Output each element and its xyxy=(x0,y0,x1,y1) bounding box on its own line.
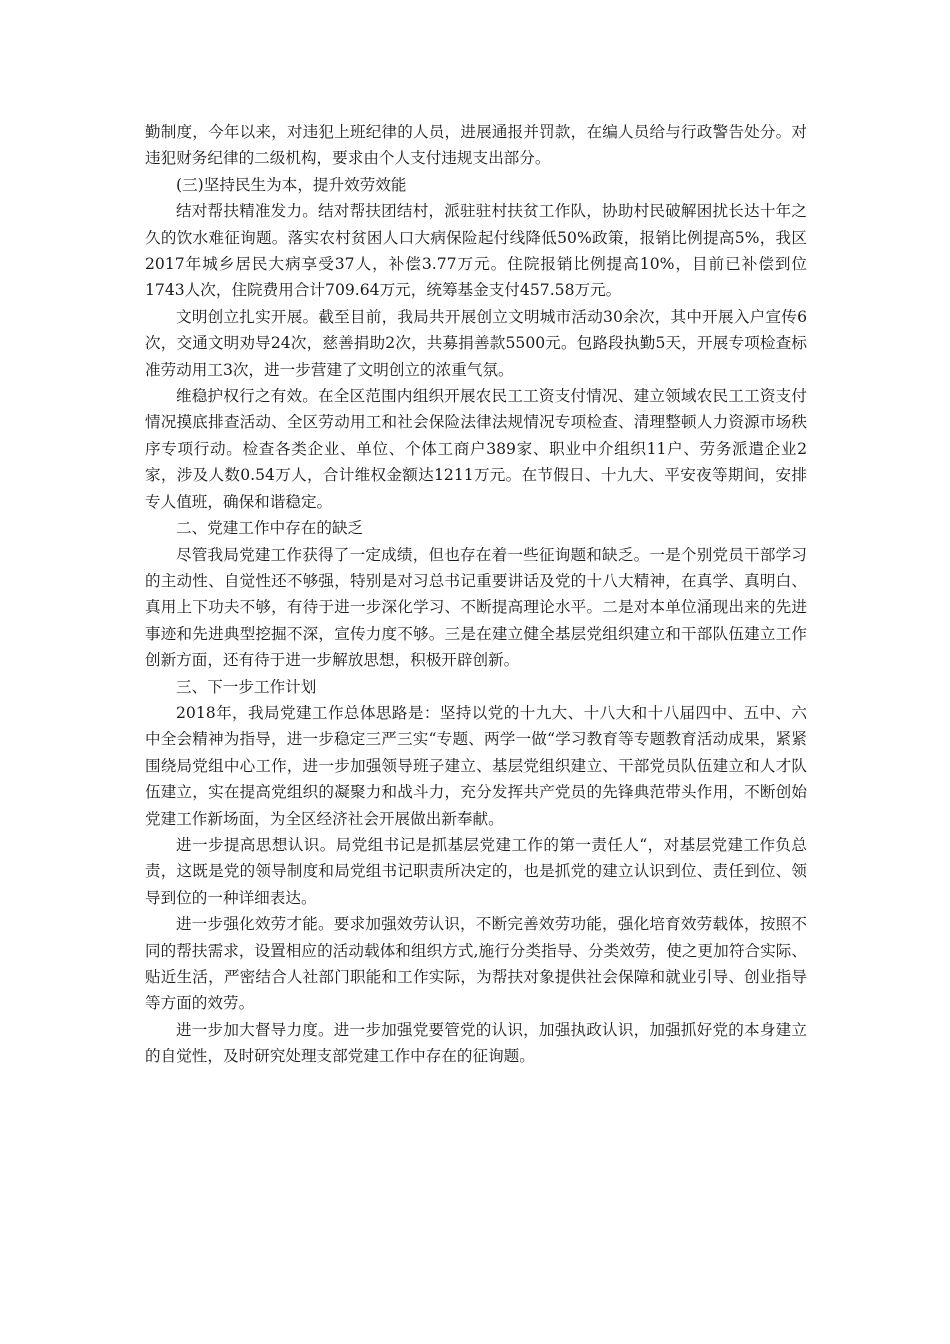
paragraph-poverty-aid: 结对帮扶精准发力。结对帮扶团结村，派驻驻村扶贫工作队，协助村民破解困扰长达十年之久的饮水难征询题。落实农村贫困人口大病保险起付线降低50%政策，报销比例提高5%，我区2017年城乡居民大病享受37人，补偿3.77万元。住院报销比例提高10%，目前已补偿到位1743人次，住院费用合计709.64万元，统筹基金支付457.58万元。 xyxy=(145,202,807,300)
paragraph-service: 进一步强化效劳才能。要求加强效劳认识，不断完善效劳功能，强化培育效劳载体，按照不同的帮扶需求，设置相应的活动载体和组织方式,施行分类指导、分类效劳，使之更加符合实际、贴近生活，严密结合人社部门职能和工作实际，为帮扶对象提供社会保障和就业引导、创业指导等方面的效劳。 xyxy=(145,915,807,1013)
paragraph-civilization: 文明创立扎实开展。截至目前，我局共开展创立文明城市活动30余次，其中开展入户宣传6次，交通文明劝导24次，慈善捐助2次，共募捐善款5500元。包路段执勤5天，开展专项检查标准劳动用工3次，进一步营建了文明创立的浓重气氛。 xyxy=(145,307,807,379)
section-heading-livelihood: (三)坚持民生为本，提升效劳效能 xyxy=(176,175,407,194)
paragraph-thinking: 进一步提高思想认识。局党组书记是抓基层党建工作的第一责任人“，对基层党建工作负总责，这既是党的领导制度和局党组书记职责所决定的，也是抓党的建立认识到位、责任到位、领导到位的一种详细表达。 xyxy=(145,835,807,907)
paragraph-overall-plan: 2018年，我局党建工作总体思路是：坚持以党的十九大、十八大和十八届四中、五中、六中全会精神为指导，进一步稳定三严三实“专题、两学一做“学习教育等专题教育活动成果，紧紧围绕局党组中心工作，进一步加强领导班子建立、基层党组织建立、干部党员队伍建立和人才队伍建立，实在提高党组织的凝聚力和战斗力，充分发挥共产党员的先锋典范带头作用，不断创始党建工作新场面，为全区经济社会开展做出新奉献。 xyxy=(145,703,807,828)
paragraph-discipline-tail: 勤制度，今年以来，对违犯上班纪律的人员，进展通报并罚款，在编人员给与行政警告处分。对违犯财务纪律的二级机构，要求由个人支付违规支出部分。 xyxy=(145,123,807,168)
paragraph-shortcomings: 尽管我局党建工作获得了一定成绩，但也存在着一些征询题和缺乏。一是个别党员干部学习的主动性、自觉性还不够强，特别是对习总书记重要讲话及党的十八大精神，在真学、真明白、真用上下功夫不够，有待于进一步深化学习、不断提高理论水平。二是对本单位涌现出来的先进事迹和先进典型挖掘不深，宣传力度不够。三是在建立健全基层党组织建立和干部队伍建立工作创新方面，还有待于进一步解放思想，积极开辟创新。 xyxy=(145,545,807,670)
paragraph-stability: 维稳护权行之有效。在全区范围内组织开展农民工工资支付情况、建立领域农民工工资支付情况摸底排查活动、全区劳动用工和社会保险法律法规情况专项检查、清理整顿人力资源市场秩序专项行动。检查各类企业、单位、个体工商户389家、职业中介组织11户、劳务派遣企业2家，涉及人数0.54万人，合计维权金额达1211万元。在节假日、十九大、平安夜等期间，安排专人值班，确保和谐稳定。 xyxy=(145,387,807,511)
section-heading-shortcomings: 二、党建工作中存在的缺乏 xyxy=(176,519,364,538)
paragraph-supervision: 进一步加大督导力度。进一步加强党要管党的认识，加强执政认识，加强抓好党的本身建立的自觉性，及时研究处理支部党建工作中存在的征询题。 xyxy=(145,1020,807,1066)
section-heading-next-plan: 三、下一步工作计划 xyxy=(176,677,317,696)
document-body xyxy=(145,119,807,1070)
